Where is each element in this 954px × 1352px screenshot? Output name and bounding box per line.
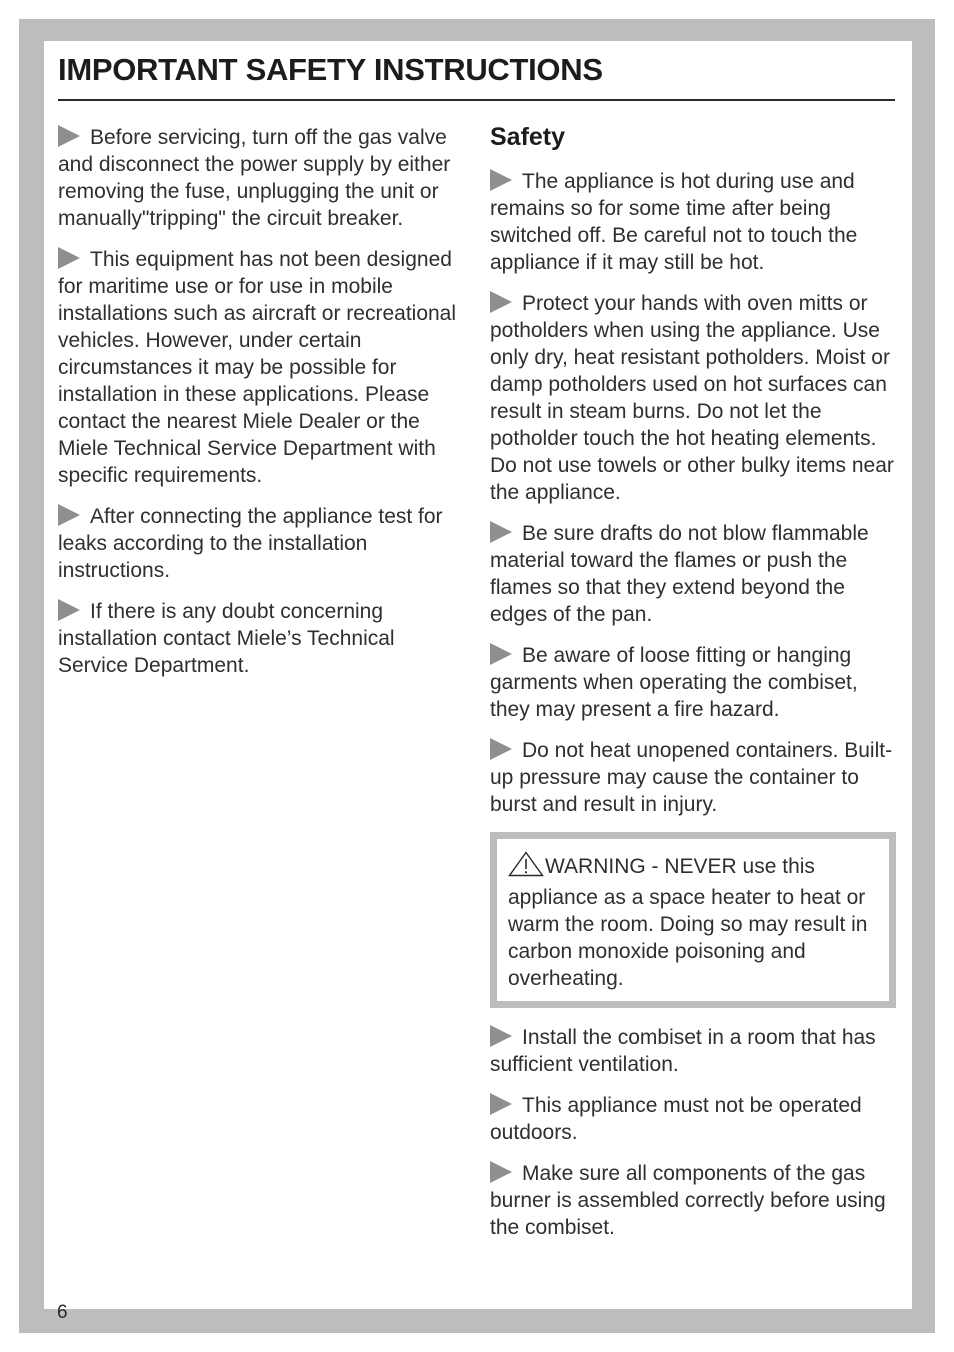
instruction-item: Before servicing, turn off the gas valve and disconnect the power supply by either removing the fuse, unplugging the unit or manually"tripping" the circuit breaker. [58, 126, 451, 230]
warning-box-content [497, 839, 889, 1001]
warning-triangle-icon [508, 851, 544, 884]
instruction-item: Protect your hands with oven mitts or potholders when using the appliance. Use only dry, heat resistant potholders. Moist or damp potholders used on hot surfaces can result in steam burns. Do not let the potholder touch the hot heating elements. Do not use towels or other bulky items near the appliance. [490, 292, 894, 504]
instruction-item: Make sure all components of the gas burner is assembled correctly before using the combiset. [490, 1162, 886, 1239]
triangle-bullet-icon [490, 169, 512, 191]
triangle-bullet-icon [490, 738, 512, 760]
warning-text: WARNING - NEVER use this appliance as a space heater to heat or warm the room. Doing so may result in carbon monoxide poisoning and overheating. [508, 855, 868, 990]
instruction-item: Install the combiset in a room that has sufficient ventilation. [490, 1026, 876, 1076]
right-column [490, 122, 898, 1255]
page-number: 6 [57, 1302, 68, 1323]
triangle-bullet-icon [490, 1161, 512, 1183]
page-title: IMPORTANT SAFETY INSTRUCTIONS [58, 52, 603, 87]
title-divider [58, 99, 895, 101]
triangle-bullet-icon [58, 125, 80, 147]
triangle-bullet-icon [58, 247, 80, 269]
triangle-bullet-icon [490, 643, 512, 665]
triangle-bullet-icon [490, 1093, 512, 1115]
instruction-item: Be aware of loose fitting or hanging garments when operating the combiset, they may present a fire hazard. [490, 644, 858, 721]
instruction-item: This equipment has not been designed for maritime use or for use in mobile installations such as aircraft or recreational vehicles. However, under certain circumstances it may be possible for installation in these applications. Please contact the nearest Miele Dealer or the Miele Technical Service Department with specific requirements. [58, 248, 457, 487]
instruction-item: Be sure drafts do not blow flammable material toward the flames or push the flames so that they extend beyond the edges of the pan. [490, 522, 869, 626]
instruction-item: If there is any doubt concerning installation contact Miele’s Technical Service Department. [58, 600, 395, 677]
triangle-bullet-icon [490, 1025, 512, 1047]
triangle-bullet-icon [490, 521, 512, 543]
triangle-bullet-icon [58, 504, 80, 526]
instruction-item: After connecting the appliance test for leaks according to the installation instructions. [58, 505, 443, 582]
triangle-bullet-icon [58, 599, 80, 621]
section-heading: Safety [490, 123, 566, 151]
warning-box [490, 832, 896, 1008]
left-column [58, 124, 466, 693]
triangle-bullet-icon [490, 291, 512, 313]
instruction-item: Do not heat unopened containers. Built-up pressure may cause the container to burst and result in injury. [490, 739, 893, 816]
instruction-item: The appliance is hot during use and remains so for some time after being switched off. Be careful not to touch the appliance if it may still be hot. [490, 170, 858, 274]
instruction-item: This appliance must not be operated outdoors. [490, 1094, 862, 1144]
